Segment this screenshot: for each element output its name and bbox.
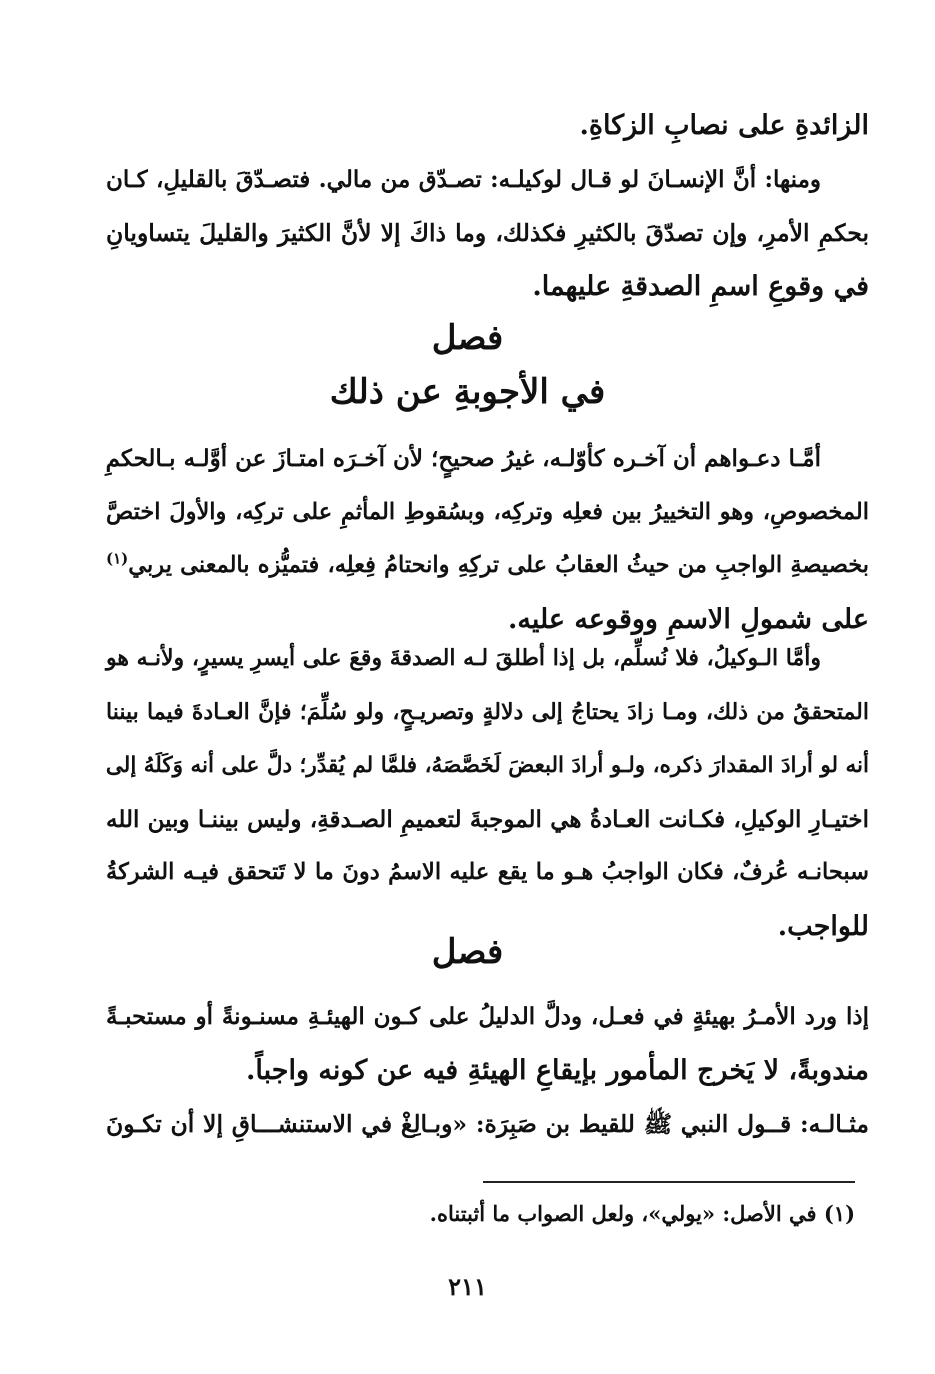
text-line: بحكمِ الأمرِ، وإن تصدّقَ بالكثيرِ فكذلك، وما ذاكَ إلا لأنَّ الكثيرَ والقليلَ يتساويانِ xyxy=(106,218,869,247)
text-line xyxy=(106,539,869,593)
page-number: ٢١١ xyxy=(448,1272,487,1301)
paragraph-answer-first xyxy=(106,432,869,646)
paragraph-continuation xyxy=(106,99,869,153)
text-line: للواجب. xyxy=(777,910,869,942)
text-segment: بخصيصةِ الواجبِ من حيثُ العقابُ على تركِهِ وانحتامُ فِعلِه، فتميُّزه بالمعنى يربي xyxy=(128,552,869,578)
paragraph-answer-agent xyxy=(106,632,869,953)
text-line: الزائدةِ على نصابِ الزكاةِ. xyxy=(579,110,869,141)
section-heading: فصل xyxy=(431,932,504,972)
footnote-reference: (١) xyxy=(106,549,129,568)
text-line: سبحانـه عُرفٌ، فكان الواجبُ هـو ما يقع عليه الاسمُ دونَ ما لا تَتحقق فيـه الشركةُ xyxy=(106,859,869,885)
text-line: على شمولِ الاسمِ ووقوعه عليه. xyxy=(507,603,869,635)
text-line: ومنها: أنَّ الإنسـانَ لو قـال لوكيلـه: تصـدّق من مالي. فتصـدّقَ بالقليلِ، كـان xyxy=(106,166,821,193)
section-heading: فصل xyxy=(431,318,504,358)
footnote-separator xyxy=(483,1181,855,1183)
footnote: (١) في الأصل: «يولي»، ولعل الصواب ما أثبتناه. xyxy=(429,1201,855,1226)
paragraph-example xyxy=(106,1098,869,1152)
text-line: مثـالـه: قــول النبي ﷺ للقيط بن صَبِرَة: «وبـالِغْ في الاستنشـــاقِ إلا أن تكـونَ xyxy=(106,1110,869,1138)
text-line: أنه لو أرادَ المقدارَ ذكره، ولـو أرادَ البعضَ لَخَصَّصَهُ، فلمَّا لم يُقدِّر؛ دلَّ على أنه وَكَلَهُ إلى xyxy=(105,753,869,778)
paragraph-command-manner xyxy=(106,990,869,1097)
text-line: المخصوصِ، وهو التخييرُ بين فعلِه وتركِه، وبسُقوطِ المأثمِ على تركِه، والأولَ اختصَّ xyxy=(106,498,869,525)
paragraph-minha xyxy=(106,153,869,314)
text-line: وأمَّا الـوكيلُ، فلا نُسلِّم، بل إذا أطلقَ لـه الصدقةَ وقعَ على أيسرِ يسيرٍ، ولأنـه هو xyxy=(106,645,821,671)
text-line: إذا ورد الأمـرُ بهيئةٍ في فعـل، ودلَّ الدليلُ على كـون الهيئـةِ مسنـونةً أو مستحبـةً xyxy=(106,1003,869,1030)
text-line: أمَّـا دعـواهم أن آخـره كأوّلـه، غيرُ صحيحٍ؛ لأن آخـرَه امتـازَ عن أوَّلـه بـالحكمِ xyxy=(105,445,821,472)
section-subheading: في الأجوبةِ عن ذلك xyxy=(329,372,606,412)
text-line: مندوبةً، لا يَخرج المأمور بإيقاعِ الهيئةِ فيه عن كونه واجباً. xyxy=(246,1054,869,1086)
text-line: في وقوعِ اسمِ الصدقةِ عليهما. xyxy=(532,271,869,302)
text-line: اختيـارِ الوكيلِ، فكـانت العـادةُ هي الموجبةَ لتعميمِ الصـدقةِ، وليس بيننـا وبين الله xyxy=(106,805,869,833)
text-line: المتحققُ من ذلك، ومـا زادَ يحتاجُ إلى دلالةٍ وتصريـحٍ، ولو سُلِّمَ؛ فإنَّ العـادةَ فيما بيننا xyxy=(106,698,869,725)
